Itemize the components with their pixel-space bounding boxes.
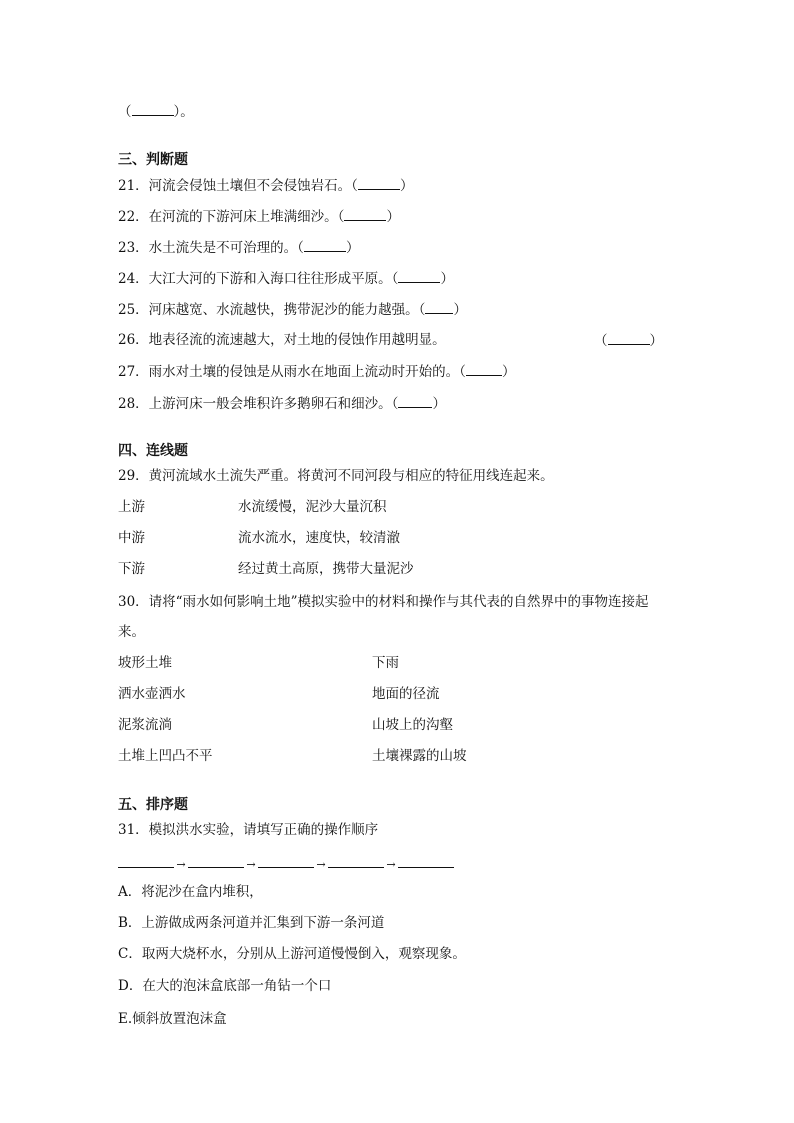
paren-close: ）。 (173, 104, 194, 120)
answer-blank[interactable] (608, 330, 650, 345)
paren-close: ） (649, 333, 663, 349)
paren-close: ） (440, 271, 454, 287)
question-22 (118, 206, 400, 227)
q30-right-item[interactable]: 土壤裸露的山坡 (372, 748, 467, 764)
question-text: 27．雨水对土壤的侵蚀是从雨水在地面上流动时开始的。（ (118, 364, 466, 380)
answer-blank[interactable] (304, 237, 346, 252)
arrow-icon: → (246, 858, 256, 871)
question-text: 24．大江大河的下游和入海口往往形成平原。（ (118, 271, 399, 287)
question-text: 22．在河流的下游河床上堆满细沙。（ (118, 209, 345, 225)
answer-blank[interactable] (466, 361, 502, 376)
q30-right-item[interactable]: 下雨 (372, 655, 399, 671)
question-21 (118, 175, 413, 196)
question-29: 29．黄河流域水土流失严重。将黄河不同河段与相应的特征用线连起来。 (118, 468, 554, 484)
question-26-answer (594, 330, 663, 351)
question-27 (118, 361, 515, 382)
section-heading-judgement: 三、判断题 (118, 152, 188, 168)
order-blank[interactable] (398, 853, 454, 868)
question-30-line1: 30．请将“雨水如何影响土地”模拟实验中的材料和操作与其代表的自然界中的事物连接起 (118, 594, 649, 610)
section-heading-ordering: 五、排序题 (118, 797, 188, 813)
question-24 (118, 268, 454, 289)
question-30-line2: 来。 (118, 624, 145, 640)
q30-right-item[interactable]: 山坡上的沟壑 (372, 717, 453, 733)
answer-blank[interactable] (358, 175, 400, 190)
top-answer-blank (118, 101, 194, 122)
q29-right-item[interactable]: 流水流水，速度快，较清澈 (238, 530, 400, 546)
option-e: E.倾斜放置泡沫盒 (118, 1011, 227, 1027)
paren-close: ） (399, 178, 414, 194)
arrow-icon: → (316, 858, 326, 871)
answer-blank[interactable] (398, 268, 440, 283)
order-sequence (118, 853, 454, 875)
question-25 (118, 299, 467, 320)
order-blank[interactable] (258, 853, 314, 868)
paren-close: ） (501, 364, 516, 380)
question-text: 23．水土流失是不可治理的。（ (118, 240, 304, 256)
answer-blank[interactable] (425, 299, 453, 314)
paren-open: （ (118, 104, 132, 120)
option-c: C．取两大烧杯水，分别从上游河道慢慢倒入，观察现象。 (118, 946, 466, 962)
paren-close: ） (453, 302, 467, 318)
arrow-icon: → (176, 858, 186, 871)
q29-right-item[interactable]: 水流缓慢，泥沙大量沉积 (238, 499, 387, 515)
paren-close: ） (345, 240, 360, 256)
option-d: D．在大的泡沫盒底部一角钻一个口 (118, 978, 332, 994)
q29-right-item[interactable]: 经过黄土高原，携带大量泥沙 (238, 561, 414, 577)
question-31: 31．模拟洪水实验，请填写正确的操作顺序 (118, 822, 379, 838)
answer-blank[interactable] (132, 101, 174, 116)
arrow-icon: → (386, 858, 396, 871)
answer-blank[interactable] (344, 206, 386, 221)
question-text: 25．河床越宽、水流越快，携带泥沙的能力越强。（ (118, 302, 426, 318)
question-text: 21．河流会侵蚀土壤但不会侵蚀岩石。（ (118, 178, 358, 194)
question-text: 26．地表径流的流速越大，对土地的侵蚀作用越明显。 (118, 332, 446, 348)
q29-left-item[interactable]: 中游 (118, 530, 145, 546)
paren-open: （ (594, 333, 608, 349)
q30-left-item[interactable]: 洒水壶洒水 (118, 686, 186, 702)
order-blank[interactable] (118, 853, 174, 868)
section-heading-matching: 四、连线题 (118, 443, 188, 459)
q30-left-item[interactable]: 土堆上凹凸不平 (118, 748, 213, 764)
q30-left-item[interactable]: 泥浆流淌 (118, 717, 172, 733)
q30-left-item[interactable]: 坡形土堆 (118, 655, 172, 671)
answer-blank[interactable] (398, 393, 432, 408)
question-text: 28．上游河床一般会堆积许多鹅卵石和细沙。（ (118, 396, 399, 412)
paren-close: ） (432, 396, 446, 412)
order-blank[interactable] (328, 853, 384, 868)
order-blank[interactable] (188, 853, 244, 868)
question-28 (118, 393, 446, 414)
paren-close: ） (386, 209, 400, 225)
question-26 (118, 330, 446, 350)
option-b: B．上游做成两条河道并汇集到下游一条河道 (118, 915, 385, 931)
option-a: A．将泥沙在盒内堆积， (118, 884, 263, 900)
q29-left-item[interactable]: 下游 (118, 561, 145, 577)
question-23 (118, 237, 359, 258)
q30-right-item[interactable]: 地面的径流 (372, 686, 440, 702)
q29-left-item[interactable]: 上游 (118, 499, 145, 515)
